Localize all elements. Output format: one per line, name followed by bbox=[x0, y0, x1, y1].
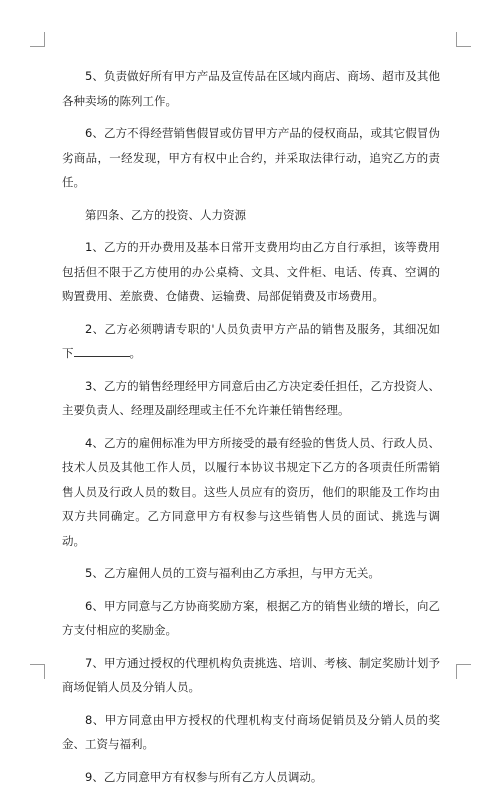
paragraph-item-6: 6、乙方不得经营销售假冒或仿冒甲方产品的侵权商品，或其它假冒伪劣商品，一经发现，甲方有权中止合约，并采取法律行动，追究乙方的责任。 bbox=[62, 126, 440, 189]
staffing-end: 。 bbox=[129, 346, 141, 360]
paragraph-costs: 1、乙方的开办费用及基本日常开支费用均由乙方自行承担，该等费用包括但不限于乙方使用的办公桌椅、文具、文件柜、电话、传真、空调的购置费用、差旅费、仓储费、运输费、局部促销费及市场费用。 bbox=[62, 240, 440, 303]
paragraph-rewards: 6、甲方同意与乙方协商奖励方案，根据乙方的销售业绩的增长，向乙方支付相应的奖励金。 bbox=[62, 598, 440, 637]
crop-mark-bottom-right bbox=[456, 664, 471, 679]
crop-mark-top-left bbox=[30, 32, 45, 47]
paragraph-sales-manager: 3、乙方的销售经理经甲方同意后由乙方决定委任担任，乙方投资人、主要负责人、经理及副经理或主任不允许兼任销售经理。 bbox=[62, 378, 440, 417]
paragraph-hiring: 4、乙方的雇佣标准为甲方所接受的最有经验的售货人员、行政人员、技术人员及其他工作人员，以履行本协议书规定下乙方的各项责任所需销售人员及行政人员的数目。这些人员应有的资历，他们的职能及工作均由双方共同确定。乙方同意甲方有权参与这些销售人员的面试、挑选与调动。 bbox=[62, 435, 440, 548]
document-body bbox=[62, 64, 440, 797]
staffing-text: 2、乙方必须聘请专职的'人员负责甲方产品的销售及服务，其细况如下 bbox=[62, 321, 440, 360]
section-heading: 第四条、乙方的投资、人力资源 bbox=[85, 207, 246, 222]
crop-mark-top-right bbox=[456, 32, 471, 47]
paragraph-staffing bbox=[62, 317, 440, 366]
paragraph-wages: 5、乙方雇佣人员的工资与福利由乙方承担，与甲方无关。 bbox=[85, 566, 380, 580]
crop-mark-bottom-left bbox=[30, 664, 45, 679]
paragraph-training: 7、甲方通过授权的代理机构负责挑选、培训、考核、制定奖励计划予商场促销人员及分销人员。 bbox=[62, 655, 440, 694]
paragraph-transfer: 9、乙方同意甲方有权参与所有乙方人员调动。 bbox=[85, 769, 323, 784]
paragraph-item-5: 5、负责做好所有甲方产品及宣传品在区域内商店、商场、超市及其他各种卖场的陈列工作。 bbox=[62, 69, 440, 108]
fill-in-blank[interactable] bbox=[74, 344, 130, 357]
paragraph-bonus: 8、甲方同意由甲方授权的代理机构支付商场促销员及分销人员的奖金、工资与福利。 bbox=[62, 712, 440, 751]
